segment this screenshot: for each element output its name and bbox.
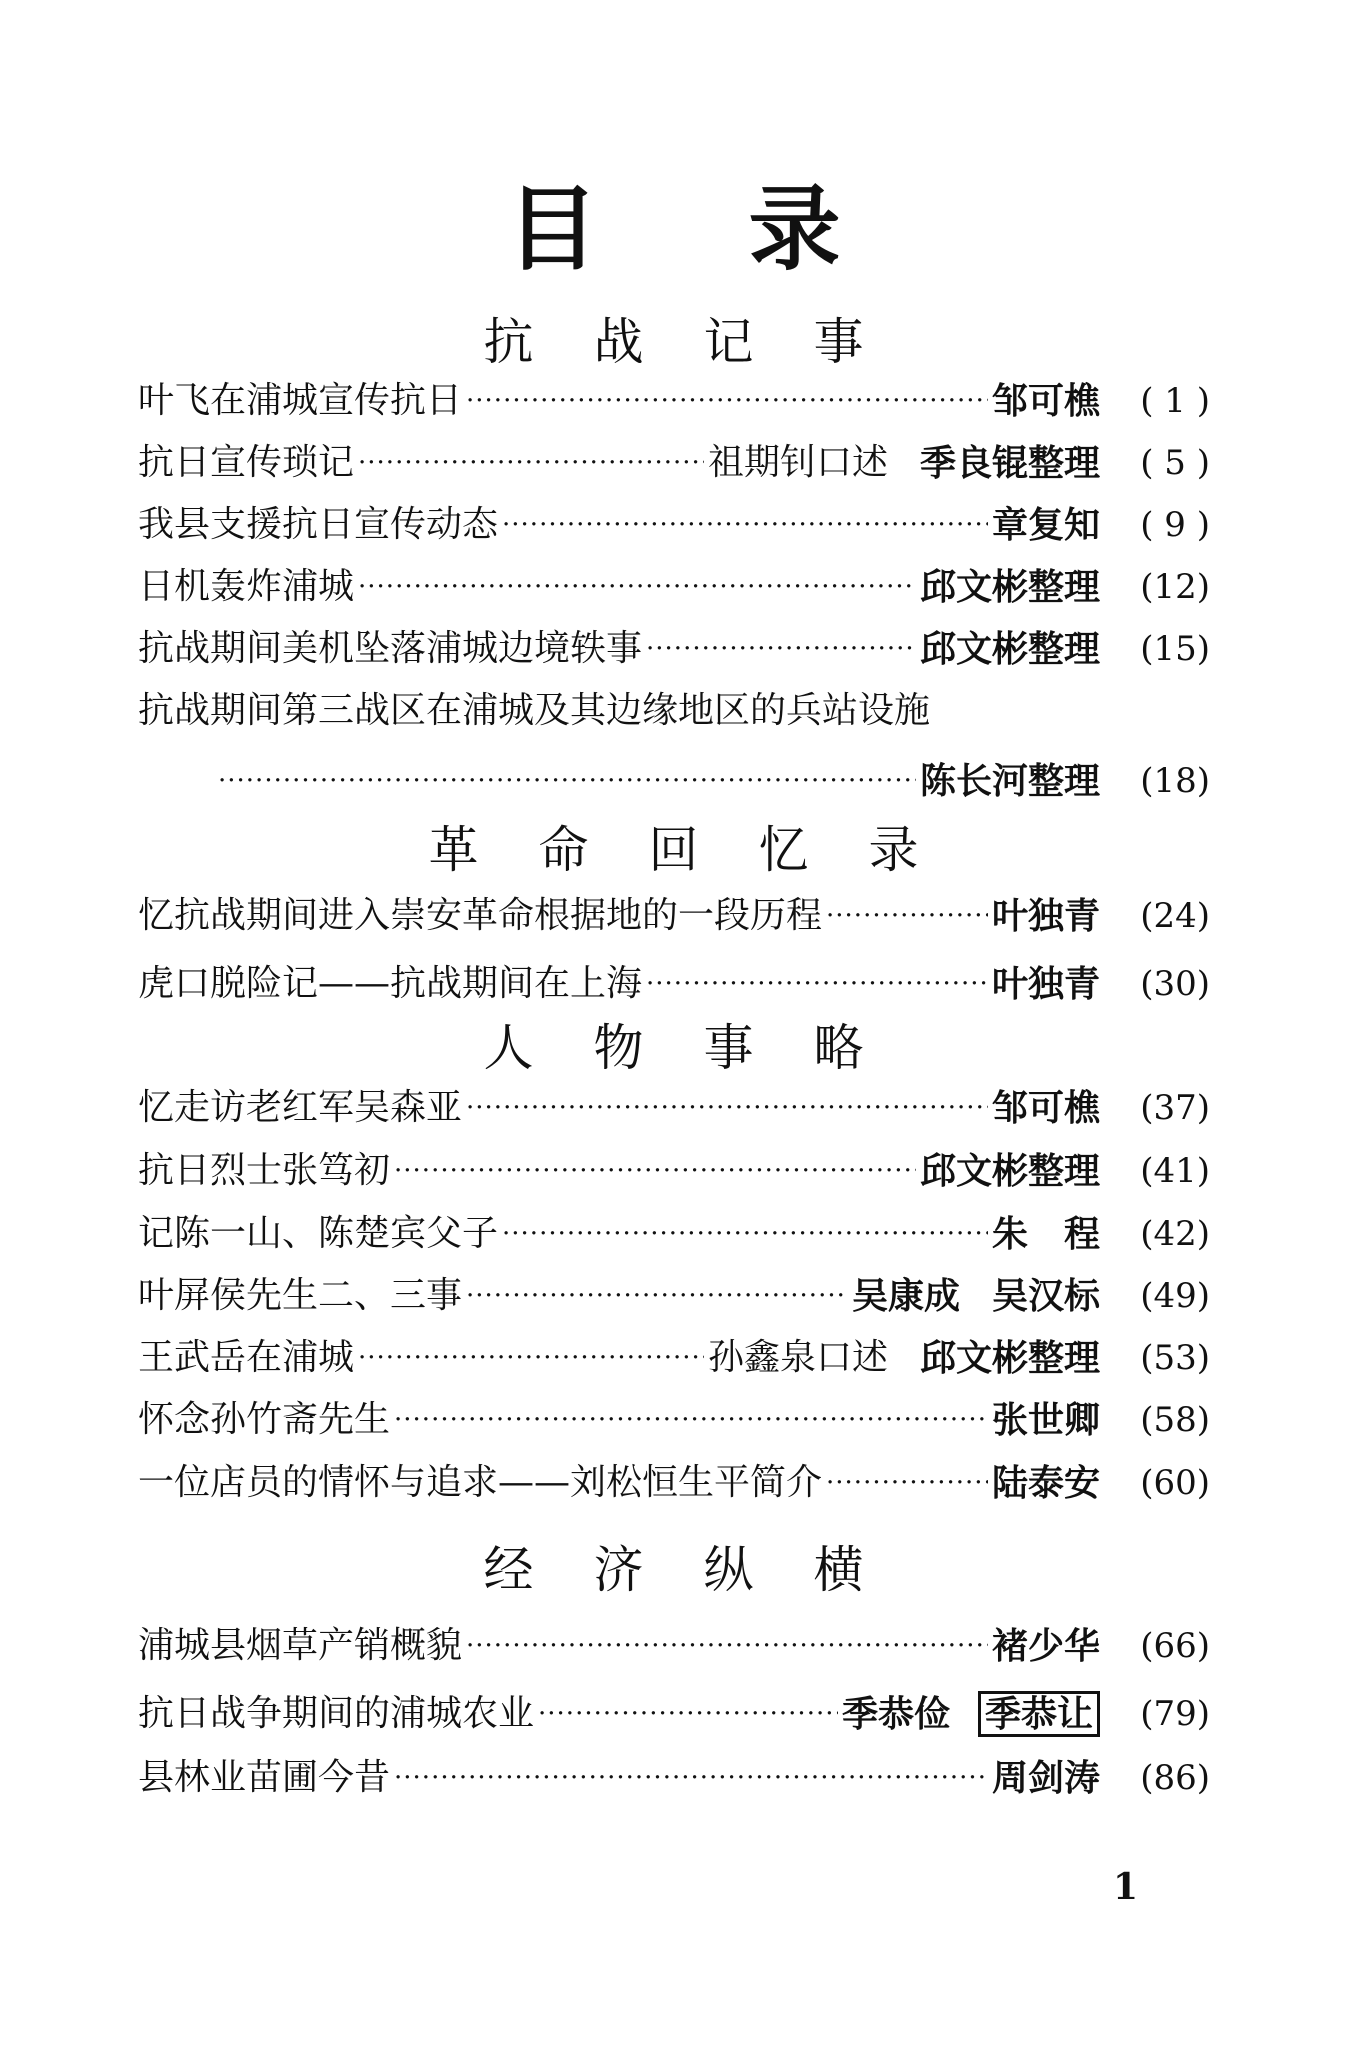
toc-entry[interactable] (138, 1082, 1210, 1134)
entry-page: ( 5 ) (1140, 443, 1210, 483)
dot-leader (358, 437, 704, 489)
author-correction-box: 季恭让 (978, 1691, 1100, 1737)
entry-page: (79) (1140, 1694, 1210, 1734)
entry-title: 怀念孙竹斋先生 (138, 1399, 391, 1440)
entry-page: (30) (1140, 964, 1210, 1004)
toc-entry[interactable] (138, 1620, 1210, 1672)
entry-page: (66) (1140, 1626, 1210, 1666)
entry-title: 县林业苗圃今昔 (138, 1757, 391, 1798)
entry-author: 周剑涛 (991, 1757, 1100, 1799)
toc-entry[interactable] (138, 1208, 1210, 1260)
entry-author: 叶独青 (991, 963, 1100, 1005)
page-title: 目录 (506, 176, 991, 283)
entry-author: 季良锟整理 (919, 442, 1100, 484)
toc-entry[interactable] (138, 1457, 1210, 1509)
dot-leader (646, 623, 916, 675)
entry-author: 邹可樵 (991, 1087, 1100, 1129)
section-heading-war-records: 抗战记事 (483, 313, 924, 371)
toc-entry[interactable] (138, 1752, 1210, 1804)
toc-entry[interactable] (138, 685, 1210, 737)
dot-leader (502, 1208, 988, 1260)
dot-leader (466, 375, 988, 427)
entry-page: (41) (1140, 1151, 1210, 1191)
toc-entry-continuation[interactable] (214, 755, 1210, 807)
entry-page: (42) (1140, 1214, 1210, 1254)
dot-leader (358, 561, 916, 613)
entry-author: 邱文彬整理 (919, 628, 1100, 670)
toc-entry[interactable] (138, 890, 1210, 942)
entry-title: 抗战期间美机坠落浦城边境轶事 (138, 628, 643, 669)
entry-page: ( 1 ) (1140, 381, 1210, 421)
toc-entry[interactable] (138, 958, 1210, 1010)
entry-title: 抗日战争期间的浦城农业 (138, 1693, 535, 1734)
entry-title: 一位店员的情怀与追求——刘松恒生平简介 (138, 1462, 823, 1503)
entry-author: 邱文彬整理 (919, 566, 1100, 608)
toc-entry[interactable] (138, 499, 1210, 551)
entry-author: 陆泰安 (991, 1462, 1100, 1504)
dot-leader (466, 1082, 988, 1134)
dot-leader (826, 1457, 988, 1509)
entry-title: 叶屏侯先生二、三事 (138, 1275, 463, 1316)
entry-title: 日机轰炸浦城 (138, 566, 355, 607)
entry-title: 我县支援抗日宣传动态 (138, 504, 499, 545)
toc-entry[interactable] (138, 1394, 1210, 1446)
entry-note: 孙鑫泉口述 (707, 1337, 888, 1378)
entry-page: (15) (1140, 629, 1210, 669)
entry-title: 忆抗战期间进入崇安革命根据地的一段历程 (138, 895, 823, 936)
entry-title: 浦城县烟草产销概貌 (138, 1625, 463, 1666)
entry-page: ( 9 ) (1140, 505, 1210, 545)
entry-author: 章复知 (991, 504, 1100, 546)
entry-page: (58) (1140, 1400, 1210, 1440)
entry-author: 褚少华 (991, 1625, 1100, 1667)
entry-page: (18) (1140, 761, 1210, 801)
entry-page: (60) (1140, 1463, 1210, 1503)
entry-coauthor: 吴汉标 (991, 1275, 1100, 1317)
entry-page: (12) (1140, 567, 1210, 607)
section-heading-economy: 经济纵横 (483, 1541, 924, 1599)
entry-page: (24) (1140, 896, 1210, 936)
toc-entry[interactable] (138, 375, 1210, 427)
dot-leader (394, 1394, 988, 1446)
entry-title: 王武岳在浦城 (138, 1337, 355, 1378)
entry-page: (53) (1140, 1338, 1210, 1378)
entry-author: 叶独青 (991, 895, 1100, 937)
toc-entry[interactable] (138, 1332, 1210, 1384)
dot-leader (466, 1270, 848, 1322)
entry-author: 邹可樵 (991, 380, 1100, 422)
toc-entry[interactable] (138, 1270, 1210, 1322)
entry-page: (37) (1140, 1088, 1210, 1128)
dot-leader (646, 958, 988, 1010)
entry-page: (49) (1140, 1276, 1210, 1316)
entry-author: 邱文彬整理 (919, 1150, 1100, 1192)
section-heading-revolution-memoirs: 革命回忆录 (428, 821, 979, 879)
dot-leader (358, 1332, 704, 1384)
toc-entry[interactable] (138, 561, 1210, 613)
entry-title: 抗日宣传琐记 (138, 442, 355, 483)
entry-author: 朱 程 (991, 1213, 1100, 1255)
dot-leader (394, 1752, 988, 1804)
entry-title: 抗战期间第三战区在浦城及其边缘地区的兵站设施 (138, 690, 931, 731)
dot-leader (218, 755, 916, 807)
dot-leader (466, 1620, 988, 1672)
section-heading-biographies: 人物事略 (483, 1019, 924, 1077)
entry-author: 季恭俭 (841, 1693, 950, 1735)
entry-author: 邱文彬整理 (919, 1337, 1100, 1379)
entry-author: 张世卿 (991, 1399, 1100, 1441)
entry-title: 记陈一山、陈楚宾父子 (138, 1213, 499, 1254)
dot-leader (826, 890, 988, 942)
entry-note: 祖期钊口述 (707, 442, 888, 483)
entry-page: (86) (1140, 1758, 1210, 1798)
toc-entry[interactable] (138, 623, 1210, 675)
entry-author: 吴康成 (851, 1275, 960, 1317)
entry-title: 忆走访老红军吴森亚 (138, 1087, 463, 1128)
page-number: 1 (1113, 1866, 1139, 1908)
toc-entry[interactable] (138, 1688, 1210, 1740)
dot-leader (394, 1145, 916, 1197)
dot-leader (502, 499, 988, 551)
entry-title: 叶飞在浦城宣传抗日 (138, 380, 463, 421)
entry-title: 虎口脱险记——抗战期间在上海 (138, 963, 643, 1004)
entry-title: 抗日烈士张笃初 (138, 1150, 391, 1191)
toc-entry[interactable] (138, 1145, 1210, 1197)
dot-leader (538, 1688, 838, 1740)
toc-entry[interactable] (138, 437, 1210, 489)
entry-author: 陈长河整理 (919, 760, 1100, 802)
